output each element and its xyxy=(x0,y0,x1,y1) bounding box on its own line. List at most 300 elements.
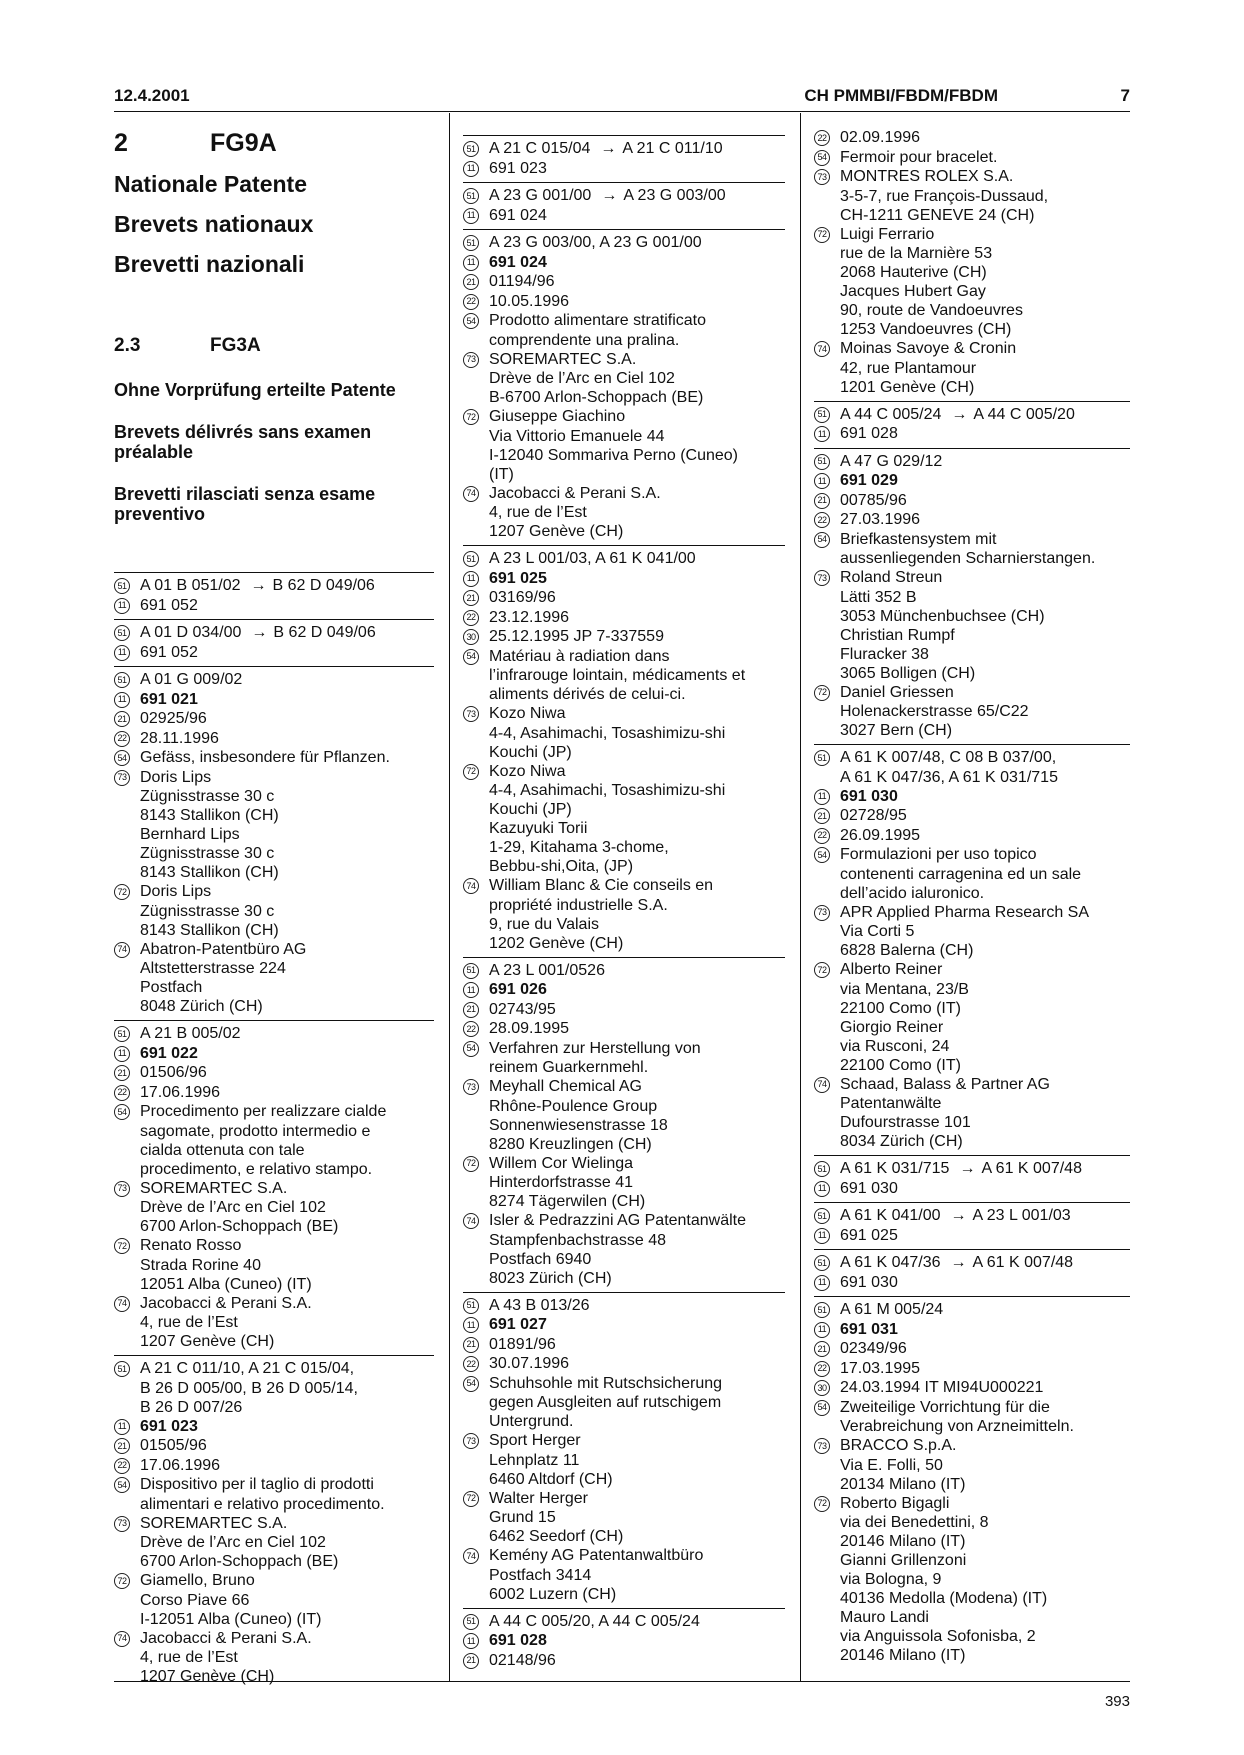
entry-line xyxy=(463,1135,785,1154)
inid-code-icon: 11 xyxy=(463,982,479,998)
field-text xyxy=(489,522,785,541)
field-code xyxy=(114,748,140,768)
entry-line xyxy=(114,863,434,882)
field-text xyxy=(489,569,785,589)
field-text xyxy=(489,159,785,179)
entry-line xyxy=(114,1667,434,1686)
field-code xyxy=(814,1475,840,1494)
field-text xyxy=(489,762,785,782)
field-text xyxy=(140,940,434,960)
entry-line xyxy=(814,549,1130,568)
entry-line xyxy=(114,844,434,863)
field-code xyxy=(463,465,489,484)
inid-code-icon: 73 xyxy=(463,706,479,722)
inid-code-icon: 21 xyxy=(814,808,830,824)
field-text xyxy=(840,721,1130,740)
section-title: Brevets nationaux xyxy=(114,211,314,237)
field-text xyxy=(489,1546,785,1566)
field-text xyxy=(489,292,785,312)
field-value: 8048 Zürich (CH) xyxy=(140,998,263,1015)
field-code xyxy=(114,1591,140,1610)
field-value: 22100 Como (IT) xyxy=(840,1056,961,1074)
field-value: Jacobacci & Perani S.A. xyxy=(140,1629,312,1647)
field-text xyxy=(840,1646,1130,1665)
entry-line xyxy=(463,800,785,819)
field-text xyxy=(489,1612,785,1632)
field-code xyxy=(814,491,840,511)
field-code xyxy=(463,1651,489,1671)
field-value: 691 023 xyxy=(489,159,547,177)
field-text xyxy=(140,1294,434,1314)
entry-line xyxy=(463,647,785,667)
field-value: Zügnisstrasse 30 c xyxy=(140,902,275,920)
entry-line xyxy=(814,378,1130,397)
field-text xyxy=(840,845,1130,865)
field-code xyxy=(463,647,489,667)
field-value: rue de la Marnière 53 xyxy=(840,245,993,262)
field-text xyxy=(489,311,785,331)
entry-line xyxy=(463,724,785,743)
field-text xyxy=(489,1135,785,1154)
inid-code-icon: 72 xyxy=(114,884,130,900)
field-code xyxy=(814,960,840,980)
inid-code-icon: 73 xyxy=(463,352,479,368)
field-code xyxy=(114,709,140,729)
inid-code-icon: 11 xyxy=(114,1419,130,1435)
field-value: Stampfenbachstrasse 48 xyxy=(489,1231,666,1249)
patent-entry xyxy=(463,182,785,229)
field-text xyxy=(489,465,785,484)
field-text xyxy=(140,844,434,863)
entry-line xyxy=(463,446,785,465)
field-code xyxy=(463,1451,489,1470)
field-code xyxy=(814,607,840,626)
field-value: 25.12.1995 JP 7-337559 xyxy=(489,628,664,645)
inid-code-icon: 22 xyxy=(114,1085,130,1101)
field-code xyxy=(814,1159,840,1179)
inid-code-icon: 11 xyxy=(814,1275,830,1291)
field-code xyxy=(463,896,489,915)
inid-code-icon: 11 xyxy=(463,255,479,271)
entry-line xyxy=(463,743,785,762)
field-text xyxy=(140,1456,434,1476)
field-text xyxy=(140,1198,434,1217)
inid-code-icon: 51 xyxy=(463,1614,479,1630)
patent-entries xyxy=(463,135,785,1674)
field-value: Matériau à radiation dans xyxy=(489,647,670,665)
inid-code-icon: 72 xyxy=(463,409,479,425)
field-text xyxy=(140,709,434,729)
field-text xyxy=(140,1217,434,1236)
field-value: 691 052 xyxy=(140,596,198,614)
field-text xyxy=(140,1044,434,1064)
entry-line xyxy=(463,253,785,273)
field-text xyxy=(840,1456,1130,1475)
field-value: 20134 Milano (IT) xyxy=(840,1475,966,1493)
field-text xyxy=(489,1393,785,1412)
inid-code-icon: 74 xyxy=(114,942,130,958)
field-text xyxy=(840,884,1130,903)
patent-entry xyxy=(814,1155,1130,1202)
reference-target: A 23 G 003/00 xyxy=(623,187,726,204)
entry-line xyxy=(463,915,785,934)
inid-code-icon: 11 xyxy=(114,692,130,708)
field-text xyxy=(489,369,785,388)
inid-code-icon: 11 xyxy=(814,789,830,805)
field-value: 1207 Genève (CH) xyxy=(140,1668,275,1685)
field-text xyxy=(840,1113,1130,1132)
patent-entries xyxy=(114,572,434,1690)
field-value: 42, rue Plantamour xyxy=(840,359,977,377)
reference-target: A 23 L 001/03 xyxy=(972,1207,1071,1224)
field-value: 24.03.1994 IT MI94U000221 xyxy=(840,1379,1044,1396)
entry-line xyxy=(814,1018,1130,1037)
inid-code-icon: 11 xyxy=(814,1322,830,1338)
field-code xyxy=(463,1612,489,1632)
field-code xyxy=(114,670,140,690)
field-value: 9, rue du Valais xyxy=(489,915,599,933)
field-value: propriété industrielle S.A. xyxy=(489,896,668,914)
entry-line xyxy=(814,128,1130,148)
field-text xyxy=(840,378,1130,397)
field-value: Dufourstrasse 101 xyxy=(840,1114,971,1131)
entry-line xyxy=(814,301,1130,320)
field-code xyxy=(814,980,840,999)
field-value: 40136 Medolla (Modena) (IT) xyxy=(840,1590,1048,1607)
inid-code-icon: 30 xyxy=(463,629,479,645)
arrow-right-icon: → xyxy=(950,1254,967,1271)
field-text xyxy=(489,743,785,762)
field-value: Dispositivo per il taglio di prodotti xyxy=(140,1476,374,1493)
entry-line xyxy=(463,1631,785,1651)
field-code xyxy=(814,664,840,683)
field-text xyxy=(140,902,434,921)
inid-code-icon: 72 xyxy=(814,227,830,243)
inid-code-icon: 51 xyxy=(114,578,130,594)
field-text xyxy=(140,1533,434,1552)
field-code xyxy=(114,997,140,1016)
inid-code-icon: 22 xyxy=(463,610,479,626)
field-text xyxy=(840,1570,1130,1589)
field-text xyxy=(840,1094,1130,1113)
field-value: 4-4, Asahimachi, Tosashimizu-shi xyxy=(489,782,726,799)
patent-entry xyxy=(114,572,434,619)
field-text xyxy=(840,1532,1130,1551)
reference-target: B 62 D 049/06 xyxy=(272,577,375,594)
inid-code-icon: 72 xyxy=(814,1496,830,1512)
field-code xyxy=(463,1546,489,1566)
field-code xyxy=(114,1629,140,1649)
field-value: A 23 L 001/0526 xyxy=(489,961,605,979)
field-value: A 01 G 009/02 xyxy=(140,671,243,688)
entry-line xyxy=(114,1024,434,1044)
field-value: contenenti carragenina ed un sale xyxy=(840,865,1082,883)
field-code xyxy=(114,1610,140,1629)
entry-line xyxy=(814,607,1130,626)
inid-code-icon: 54 xyxy=(463,1376,479,1392)
field-text xyxy=(840,980,1130,999)
field-code xyxy=(463,427,489,446)
field-value: 10.05.1996 xyxy=(489,292,570,310)
reference-target: A 61 K 007/48 xyxy=(981,1160,1082,1177)
field-code xyxy=(463,1296,489,1316)
field-value: 2068 Hauterive (CH) xyxy=(840,264,987,281)
field-value: Untergrund. xyxy=(489,1413,574,1430)
field-value: 27.03.1996 xyxy=(840,511,921,528)
field-text xyxy=(140,1332,434,1351)
patent-entry xyxy=(814,744,1130,1155)
field-code xyxy=(463,446,489,465)
field-value: Walter Herger xyxy=(489,1489,588,1507)
field-text xyxy=(840,1320,1130,1340)
field-code xyxy=(814,1113,840,1132)
field-value: Zügnisstrasse 30 c xyxy=(140,788,275,805)
entry-line xyxy=(114,1160,434,1179)
entry-line xyxy=(114,1179,434,1199)
field-code xyxy=(463,159,489,179)
field-value: 691 028 xyxy=(489,1632,547,1649)
entry-line xyxy=(463,350,785,370)
field-code xyxy=(114,1571,140,1591)
header-date: 12.4.2001 xyxy=(114,86,190,105)
field-text xyxy=(489,549,785,569)
field-code xyxy=(463,331,489,350)
entry-line xyxy=(814,980,1130,999)
entry-line xyxy=(463,762,785,782)
field-code xyxy=(114,1179,140,1199)
inid-code-icon: 51 xyxy=(463,141,479,157)
entry-line xyxy=(814,1398,1130,1418)
arrow-right-icon: → xyxy=(250,577,267,594)
field-code xyxy=(814,1456,840,1475)
field-value: 691 028 xyxy=(840,425,898,442)
entry-line xyxy=(463,1354,785,1374)
field-text xyxy=(489,588,785,608)
entry-line xyxy=(463,608,785,628)
inid-code-icon: 54 xyxy=(114,1477,130,1493)
field-code xyxy=(814,530,840,550)
field-code xyxy=(463,743,489,762)
entry-line xyxy=(463,685,785,704)
entry-line xyxy=(814,645,1130,664)
field-text xyxy=(140,1313,434,1332)
field-code xyxy=(463,1631,489,1651)
inid-code-icon: 51 xyxy=(114,625,130,641)
entry-line xyxy=(814,1159,1130,1179)
field-code xyxy=(814,806,840,826)
field-value: 691 030 xyxy=(840,787,898,805)
field-text xyxy=(140,1610,434,1629)
field-value: Verabreichung von Arzneimitteln. xyxy=(840,1418,1074,1435)
entry-line xyxy=(463,272,785,292)
field-text xyxy=(140,1275,434,1294)
field-code xyxy=(814,206,840,225)
field-code xyxy=(463,608,489,628)
field-code xyxy=(114,1198,140,1217)
field-code xyxy=(814,1532,840,1551)
field-value: 1207 Genève (CH) xyxy=(140,1333,275,1350)
field-code xyxy=(814,748,840,768)
entry-line xyxy=(814,510,1130,530)
field-code xyxy=(463,569,489,589)
entry-line xyxy=(814,225,1130,245)
inid-code-icon: 72 xyxy=(814,685,830,701)
entry-line xyxy=(814,1475,1130,1494)
field-text xyxy=(840,1037,1130,1056)
field-text xyxy=(489,1192,785,1211)
field-text xyxy=(140,729,434,749)
field-value: 691 030 xyxy=(840,1179,898,1197)
field-code xyxy=(814,568,840,588)
field-code xyxy=(463,1335,489,1355)
patent-entry xyxy=(463,1292,785,1608)
field-code xyxy=(814,1320,840,1340)
field-value: Jacobacci & Perani S.A. xyxy=(489,484,661,502)
field-text xyxy=(140,1475,434,1495)
field-code xyxy=(814,1570,840,1589)
field-code xyxy=(814,845,840,865)
field-text xyxy=(140,748,434,768)
field-value: Giorgio Reiner xyxy=(840,1018,944,1036)
field-text xyxy=(140,1359,434,1379)
inid-code-icon: 11 xyxy=(463,161,479,177)
field-text xyxy=(140,1379,434,1398)
field-text xyxy=(840,1608,1130,1627)
field-value: I-12040 Sommariva Perno (Cuneo) xyxy=(489,446,739,464)
entry-line xyxy=(114,1398,434,1417)
entry-line xyxy=(814,263,1130,282)
field-text xyxy=(840,187,1130,206)
header-journal: CH PMMBI/FBDM/FBDM xyxy=(804,86,998,105)
entry-line xyxy=(114,1122,434,1141)
field-text xyxy=(840,1627,1130,1646)
entry-line xyxy=(814,1056,1130,1075)
field-value: 8274 Tägerwilen (CH) xyxy=(489,1193,646,1210)
subsection-code: FG3A xyxy=(210,335,261,356)
field-code xyxy=(814,301,840,320)
field-code xyxy=(114,882,140,902)
field-code xyxy=(114,1313,140,1332)
field-text xyxy=(140,959,434,978)
field-code xyxy=(814,452,840,472)
field-code xyxy=(114,1475,140,1495)
inid-code-icon: 73 xyxy=(114,770,130,786)
entry-line xyxy=(814,1456,1130,1475)
field-code xyxy=(463,1508,489,1527)
field-code xyxy=(114,1160,140,1179)
entry-line xyxy=(114,1514,434,1534)
field-value: Kozo Niwa xyxy=(489,705,566,722)
inid-code-icon: 72 xyxy=(814,962,830,978)
entry-line xyxy=(463,1154,785,1174)
field-value: 691 022 xyxy=(140,1044,198,1062)
inid-code-icon: 54 xyxy=(114,750,130,766)
field-text xyxy=(489,876,785,896)
field-value: Corso Piave 66 xyxy=(140,1591,250,1609)
inid-code-icon: 72 xyxy=(463,1491,479,1507)
entry-line xyxy=(463,704,785,724)
entry-line xyxy=(114,1571,434,1591)
field-code xyxy=(463,934,489,953)
field-code xyxy=(814,225,840,245)
entry-line xyxy=(814,206,1130,225)
field-text xyxy=(840,405,1130,425)
field-text xyxy=(489,1116,785,1135)
field-code xyxy=(814,903,840,923)
field-code xyxy=(114,768,140,788)
field-code xyxy=(814,282,840,301)
entry-line xyxy=(463,206,785,226)
entry-line xyxy=(463,1097,785,1116)
field-code xyxy=(463,1231,489,1250)
entry-line xyxy=(814,845,1130,865)
entry-line xyxy=(463,1412,785,1431)
field-value: 3027 Bern (CH) xyxy=(840,722,953,739)
inid-code-icon: 74 xyxy=(463,1548,479,1564)
field-code xyxy=(463,781,489,800)
field-code xyxy=(463,522,489,541)
entry-line xyxy=(463,292,785,312)
entry-line xyxy=(814,1378,1130,1398)
field-text xyxy=(489,253,785,273)
field-value: gegen Ausgleiten auf rutschigem xyxy=(489,1394,722,1411)
field-value: 02925/96 xyxy=(140,710,207,727)
field-value: Lätti 352 B xyxy=(840,588,917,606)
entry-line xyxy=(814,787,1130,807)
field-code xyxy=(814,148,840,168)
column-1 xyxy=(114,128,434,1690)
patent-entry xyxy=(814,1202,1130,1249)
inid-code-icon: 54 xyxy=(463,1041,479,1057)
field-code xyxy=(814,1494,840,1514)
field-text xyxy=(840,491,1130,511)
inid-code-icon: 22 xyxy=(814,1361,830,1377)
field-value: 691 031 xyxy=(840,1320,898,1338)
entry-line xyxy=(114,959,434,978)
field-value: via Anguissola Sofonisba, 2 xyxy=(840,1628,1036,1645)
field-text xyxy=(140,1083,434,1103)
field-text xyxy=(840,960,1130,980)
field-text xyxy=(140,1122,434,1141)
field-value: Rhône-Poulence Group xyxy=(489,1097,658,1115)
inid-code-icon: 51 xyxy=(814,407,830,423)
field-code xyxy=(814,1339,840,1359)
field-code xyxy=(114,1514,140,1534)
field-value: 17.06.1996 xyxy=(140,1083,221,1101)
field-value: 20146 Milano (IT) xyxy=(840,1533,966,1550)
entry-line xyxy=(814,1273,1130,1293)
field-value: A 01 D 034/00 xyxy=(140,624,242,641)
field-code xyxy=(463,233,489,253)
field-value: A 23 G 003/00, A 23 G 001/00 xyxy=(489,234,702,251)
field-text xyxy=(840,301,1130,320)
field-value: 8143 Stallikon (CH) xyxy=(140,807,279,824)
field-code xyxy=(814,721,840,740)
field-text xyxy=(140,1179,434,1199)
field-value: 8023 Zürich (CH) xyxy=(489,1269,612,1287)
entry-line xyxy=(463,331,785,350)
entry-line xyxy=(463,233,785,253)
field-code xyxy=(463,800,489,819)
entry-line xyxy=(463,1231,785,1250)
field-value: Giuseppe Giachino xyxy=(489,408,626,425)
field-text xyxy=(140,1514,434,1534)
field-value: 691 027 xyxy=(489,1316,547,1333)
field-code xyxy=(814,471,840,491)
field-code xyxy=(114,1141,140,1160)
field-text xyxy=(489,608,785,628)
entry-line xyxy=(814,1113,1130,1132)
